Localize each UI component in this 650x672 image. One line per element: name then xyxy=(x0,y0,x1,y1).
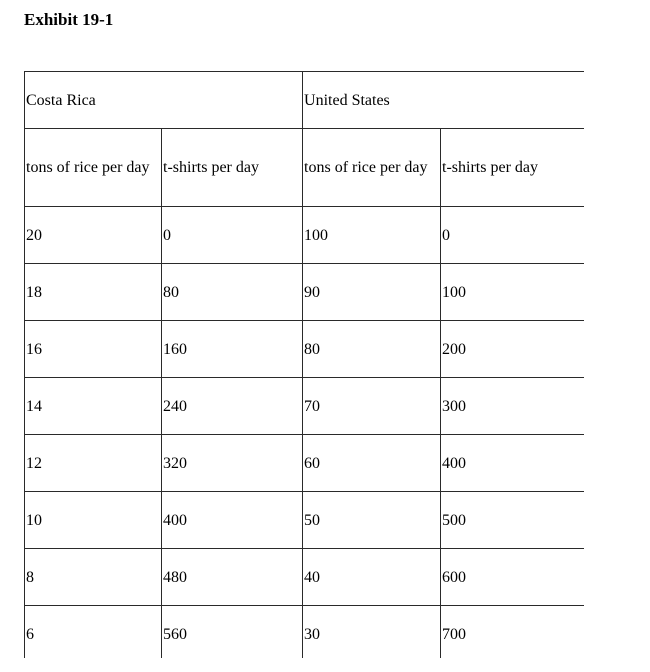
cell-us-tshirts: 700 xyxy=(441,606,584,659)
cell-cr-tshirts: 320 xyxy=(162,435,303,492)
cell-us-tshirts: 0 xyxy=(441,207,584,264)
table-row xyxy=(25,321,585,378)
table-row xyxy=(25,207,585,264)
table-row xyxy=(25,606,585,659)
country-header-united-states: United States xyxy=(303,72,584,129)
cell-us-rice: 100 xyxy=(303,207,441,264)
country-header-costa-rica: Costa Rica xyxy=(25,72,303,129)
table-row xyxy=(25,378,585,435)
cell-us-rice: 80 xyxy=(303,321,441,378)
column-header-us-tshirts xyxy=(441,129,584,207)
cell-us-rice: 60 xyxy=(303,435,441,492)
cell-us-tshirts: 300 xyxy=(441,378,584,435)
cell-us-rice: 90 xyxy=(303,264,441,321)
cell-cr-tshirts: 240 xyxy=(162,378,303,435)
cell-cr-tshirts: 0 xyxy=(162,207,303,264)
column-header-cr-rice xyxy=(25,129,162,207)
cell-cr-tshirts: 160 xyxy=(162,321,303,378)
cell-cr-tshirts: 480 xyxy=(162,549,303,606)
cell-cr-rice: 10 xyxy=(25,492,162,549)
cell-cr-rice: 8 xyxy=(25,549,162,606)
exhibit-title: Exhibit 19-1 xyxy=(24,10,114,29)
cell-cr-rice: 14 xyxy=(25,378,162,435)
cell-cr-rice: 12 xyxy=(25,435,162,492)
cell-us-rice: 30 xyxy=(303,606,441,659)
cell-us-rice: 40 xyxy=(303,549,441,606)
production-possibilities-table xyxy=(24,71,584,658)
cell-cr-tshirts: 400 xyxy=(162,492,303,549)
cell-us-rice: 70 xyxy=(303,378,441,435)
cell-cr-rice: 16 xyxy=(25,321,162,378)
cell-us-rice: 50 xyxy=(303,492,441,549)
cell-cr-rice: 18 xyxy=(25,264,162,321)
cell-us-tshirts: 400 xyxy=(441,435,584,492)
cell-cr-tshirts: 80 xyxy=(162,264,303,321)
column-header-label: tons of rice per day xyxy=(26,159,150,176)
column-header-us-rice xyxy=(303,129,441,207)
cell-us-tshirts: 200 xyxy=(441,321,584,378)
column-header-row xyxy=(25,129,585,207)
cell-us-tshirts: 600 xyxy=(441,549,584,606)
cell-cr-rice: 20 xyxy=(25,207,162,264)
cell-cr-tshirts: 560 xyxy=(162,606,303,659)
column-header-label: t-shirts per day xyxy=(442,159,538,176)
table-container xyxy=(24,71,584,658)
table-row xyxy=(25,492,585,549)
column-header-cr-tshirts xyxy=(162,129,303,207)
cell-us-tshirts: 500 xyxy=(441,492,584,549)
table-row xyxy=(25,264,585,321)
table-row xyxy=(25,435,585,492)
cell-us-tshirts: 100 xyxy=(441,264,584,321)
country-header-row xyxy=(25,72,585,129)
column-header-label: tons of rice per day xyxy=(304,159,428,176)
column-header-label: t-shirts per day xyxy=(163,159,259,176)
cell-cr-rice: 6 xyxy=(25,606,162,659)
table-row xyxy=(25,549,585,606)
